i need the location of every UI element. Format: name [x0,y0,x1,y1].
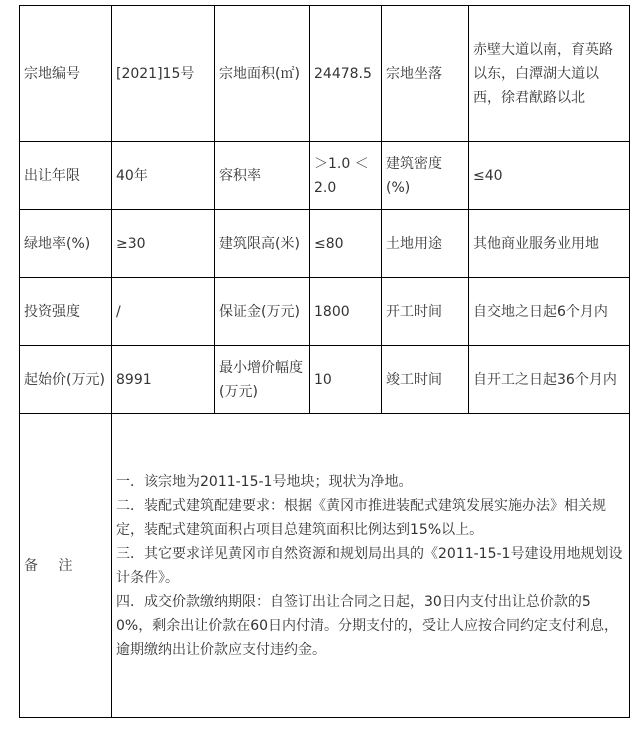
height-limit-value: ≤80 [310,210,382,278]
land-use-label: 土地用途 [382,210,469,278]
completion-time-value: 自开工之日起36个月内 [469,346,630,414]
table-row [20,210,630,278]
completion-time-label: 竣工时间 [382,346,469,414]
notes-row [20,414,630,718]
parcel-area-value: 24478.5 [310,6,382,142]
deposit-value: 1800 [310,278,382,346]
parcel-location-label: 宗地坐落 [382,6,469,142]
notes-label: 备 注 [20,414,112,718]
parcel-location-value: 赤壁大道以南，育英路以东，白潭湖大道以西，徐君猷路以北 [469,6,630,142]
building-density-value: ≤40 [469,142,630,210]
starting-price-label: 起始价(万元) [20,346,112,414]
height-limit-label: 建筑限高(米) [215,210,310,278]
plot-ratio-label: 容积率 [215,142,310,210]
min-increment-value: 10 [310,346,382,414]
table-row [20,6,630,142]
note-item-2: 二．装配式建筑配建要求：根据《黄冈市推进装配式建筑发展实施办法》相关规定，装配式建筑面积占项目总建筑面积比例达到15%以上。 [116,497,606,538]
start-time-value: 自交地之日起6个月内 [469,278,630,346]
green-ratio-label: 绿地率(%) [20,210,112,278]
building-density-label: 建筑密度(%) [382,142,469,210]
parcel-area-label: 宗地面积(㎡) [215,6,310,142]
note-item-3: 三．其它要求详见黄冈市自然资源和规划局出具的《2011-15-1号建设用地规划设计条件》。 [116,545,623,586]
parcel-number-value: [2021]15号 [112,6,215,142]
deposit-label: 保证金(万元) [215,278,310,346]
starting-price-value: 8991 [112,346,215,414]
land-parcel-table [19,5,630,718]
investment-intensity-value: / [112,278,215,346]
plot-ratio-value: ＞1.0 ＜2.0 [310,142,382,210]
table-row [20,142,630,210]
lease-term-value: 40年 [112,142,215,210]
note-item-4: 四．成交价款缴纳期限：自签订出让合同之日起，30日内支付出让总价款的50%，剩余出让价款在60日内付清。分期支付的，受让人应按合同约定支付利息，逾期缴纳出让价款应支付违约金。 [116,593,619,658]
parcel-number-label: 宗地编号 [20,6,112,142]
lease-term-label: 出让年限 [20,142,112,210]
table-row [20,346,630,414]
note-item-1: 一．该宗地为2011-15-1号地块；现状为净地。 [116,473,413,490]
green-ratio-value: ≥30 [112,210,215,278]
notes-content [112,414,630,718]
land-use-value: 其他商业服务业用地 [469,210,630,278]
min-increment-label: 最小增价幅度(万元) [215,346,310,414]
start-time-label: 开工时间 [382,278,469,346]
investment-intensity-label: 投资强度 [20,278,112,346]
table-row [20,278,630,346]
